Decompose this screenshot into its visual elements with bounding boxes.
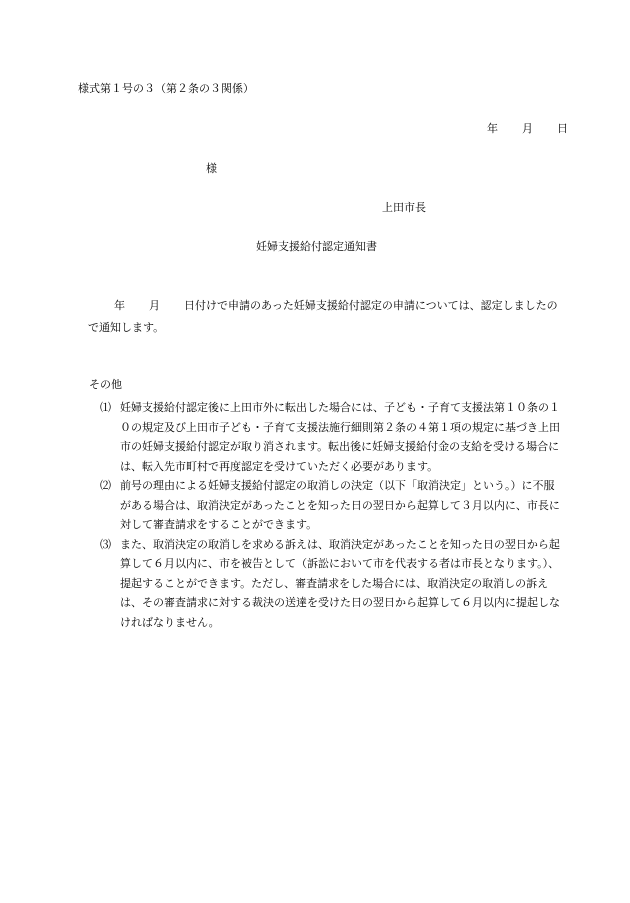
date-month-label: 月 [522, 122, 533, 135]
note-text: 妊婦支援給付認定後に上田市外に転出した場合には、子ども・子育て支援法第１０条の１０の規定及び上田市子ども・子育て支援法施行細則第２条の４第１項の規定に基づき上田市の妊婦支援給付認定が取り消されます。転出後に妊婦支援給付金の支給を受ける場合には、転入先市町村で再度認定を受けていただく必要があります。 [120, 401, 560, 473]
body-month-label: 月 [149, 299, 160, 312]
note-item [100, 398, 560, 476]
body-text: 日付けで申請のあった妊婦支援給付認定の申請については、認定しましたので通知します。 [88, 299, 558, 334]
notes-list [100, 398, 560, 632]
addressee-suffix: 様 [206, 162, 217, 175]
note-text: 前号の理由による妊婦支援給付認定の取消しの決定（以下「取消決定」という。）に不服がある場合は、取消決定があったことを知った日の翌日から起算して３月以内に、市長に対して審査請求をすることができます。 [120, 479, 560, 531]
form-number: 様式第１号の３（第２条の３関係） [78, 82, 254, 95]
body-paragraph [88, 295, 558, 339]
note-number: ⑵ [100, 479, 111, 492]
sender: 上田市長 [382, 201, 426, 214]
other-heading: その他 [89, 378, 122, 391]
note-number: ⑶ [100, 537, 111, 551]
document-title: 妊婦支援給付認定通知書 [256, 240, 377, 253]
date-line [463, 122, 568, 136]
note-item [100, 535, 560, 633]
date-day-label: 日 [557, 122, 568, 135]
body-year-label: 年 [114, 299, 125, 312]
note-item [100, 476, 560, 535]
date-year-label: 年 [487, 122, 498, 135]
note-text: また、取消決定の取消しを求める訴えは、取消決定があったことを知った日の翌日から起算して６月以内に、市を被告として（訴訟において市を代表する者は市長となります。）、提起することができます。ただし、審査請求をした場合には、取消決定の取消しの訴えは、その審査請求に対する裁決の送達を受けた日の翌日から起算して６月以内に提起しなければなりません。 [120, 537, 560, 629]
note-number: ⑴ [100, 401, 111, 414]
